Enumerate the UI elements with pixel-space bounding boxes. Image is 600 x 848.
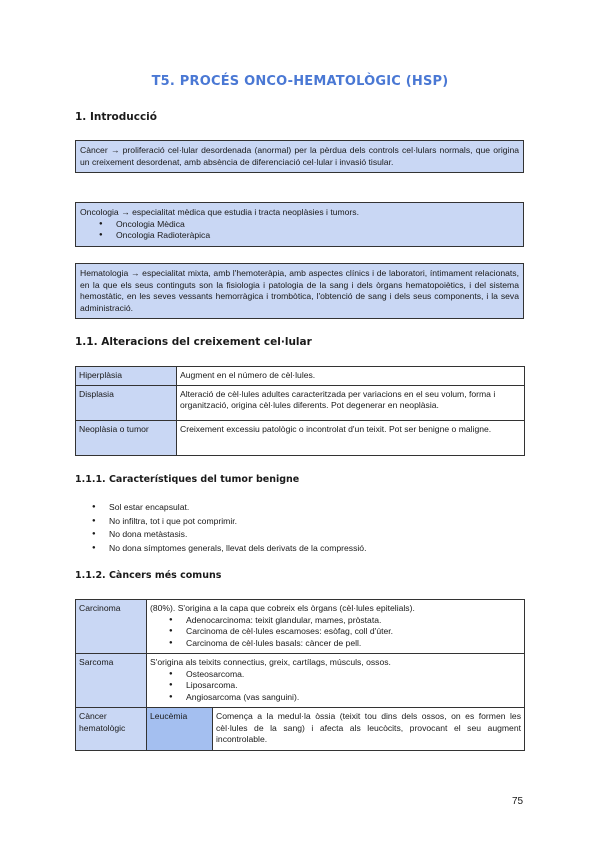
sarcoma-text: S'origina als teixits connectius, greix, cartílags, músculs, ossos. <box>150 657 391 667</box>
table-def-cell <box>147 600 525 654</box>
table-def-cell <box>147 654 525 708</box>
table-row <box>76 367 525 386</box>
section-heading-alteracions: 1.1. Alteracions del creixement cel·lular <box>75 336 312 348</box>
list-item: ● Adenocarcinoma: teixit glandular, mames, pròstata. <box>186 615 521 627</box>
sarcoma-list <box>150 669 521 704</box>
alteracions-table <box>75 366 525 456</box>
cancers-table <box>75 599 525 751</box>
tumor-benigne-list <box>92 501 366 555</box>
table-term-cell: Hiperplàsia <box>76 367 177 386</box>
list-item: ● No dona símptomes generals, llevat dels derivats de la compressió. <box>92 542 366 556</box>
section-heading-introduccio: 1. Introducció <box>75 111 157 123</box>
page-title: T5. PROCÉS ONCO-HEMATOLÒGIC (HSP) <box>151 74 449 89</box>
list-item: ● Angiosarcoma (vas sanguini). <box>186 692 521 704</box>
definition-box-cancer <box>75 140 524 173</box>
table-def-cell: Augment en el número de cèl·lules. <box>177 367 525 386</box>
table-row <box>76 600 525 654</box>
table-row <box>76 708 525 751</box>
table-row <box>76 654 525 708</box>
list-item: ● Carcinoma de cèl·lules escamoses: esòfag, coll d'úter. <box>186 626 521 638</box>
table-def-cell: Creixement excessiu patològic o incontrolat d'un teixit. Pot ser benigne o maligne. <box>177 420 525 455</box>
table-term-cell: Sarcoma <box>76 654 147 708</box>
list-item: ● Carcinoma de cèl·lules basals: càncer de pell. <box>186 638 521 650</box>
carcinoma-list <box>150 615 521 650</box>
table-def-cell: Comença a la medul·la òssia (teixit tou dins dels ossos, on es formen les cèl·lules de la sang) i afecta als leucòcits, provocant el seu augment incontrolable. <box>213 708 525 751</box>
list-item: ● Liposarcoma. <box>186 680 521 692</box>
table-row <box>76 385 525 420</box>
list-item: ● No dona metàstasis. <box>92 528 366 542</box>
oncologia-list <box>80 219 519 242</box>
list-item: ● Sol estar encapsulat. <box>92 501 366 515</box>
table-term-cell: Neoplàsia o tumor <box>76 420 177 455</box>
list-item: ● Oncologia Mèdica <box>116 219 519 231</box>
definition-box-hematologia <box>75 263 524 319</box>
definition-text: Càncer → proliferació cel·lular desordenada (anormal) per la pèrdua dels controls cel·lulars normals, que origina un creixement desordenat, amb absència de diferenciació cel·lular i invasió tisular. <box>80 145 519 167</box>
page-number: 75 <box>512 796 524 807</box>
table-term-cell: Carcinoma <box>76 600 147 654</box>
list-item: ● No infiltra, tot i que pot comprimir. <box>92 515 366 529</box>
list-item: ● Osteosarcoma. <box>186 669 521 681</box>
definition-text: Hematologia → especialitat mixta, amb l'hemoteràpia, amb aspectes clínics i de laboratori, íntimament relacionats, en la que els seus continguts son la fisiologia i patologia de la sang i dels òrgans hematopoiètics, i del sistema hemostàtic, en les seves vessants hemorràgica i trombòtica, l'obtenció de sang i dels seus components, i la seva administració. <box>80 268 519 313</box>
table-row <box>76 420 525 455</box>
section-heading-cancers-comuns: 1.1.2. Càncers més comuns <box>75 570 222 581</box>
section-heading-tumor-benigne: 1.1.1. Característiques del tumor benigne <box>75 474 300 485</box>
definition-box-oncologia <box>75 202 524 247</box>
definition-text: Oncologia → especialitat mèdica que estudia i tracta neoplàsies i tumors. <box>80 207 359 217</box>
table-term-cell: Càncer hematològic <box>76 708 147 751</box>
table-def-cell: Alteració de cèl·lules adultes caracteritzada per variacions en el seu volum, forma i organització, origina cèl·lules diferents. Pot degenerar en neoplàsia. <box>177 385 525 420</box>
carcinoma-text: (80%). S'origina a la capa que cobreix els òrgans (cèl·lules epitelials). <box>150 603 415 613</box>
list-item: ● Oncologia Radioteràpica <box>116 230 519 242</box>
table-subterm-cell: Leucèmia <box>147 708 213 751</box>
table-term-cell: Displasia <box>76 385 177 420</box>
